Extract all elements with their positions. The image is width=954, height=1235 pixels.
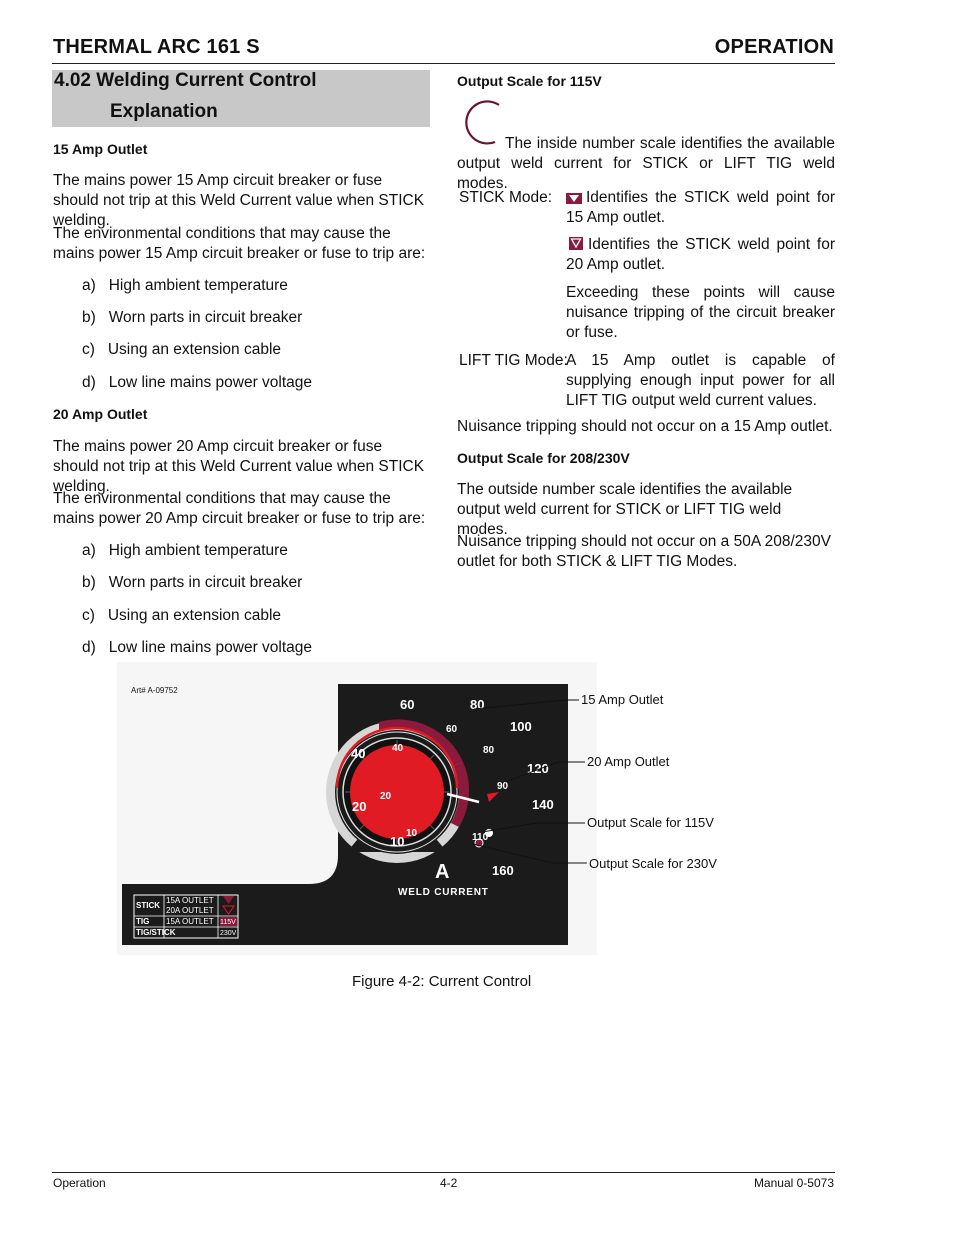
callout-20-amp-outlet: 20 Amp Outlet — [587, 754, 670, 769]
outer-scale-tick: 120 — [527, 761, 549, 776]
filled-triangle-icon — [566, 193, 582, 204]
paragraph-nuisance-115v: Nuisance tripping should not occur on a 15 Amp outlet. — [457, 418, 833, 435]
legend-stick: STICK — [136, 901, 160, 910]
legend-row-15a-tig: 15A OUTLET — [166, 917, 214, 926]
heading-15-amp-outlet: 15 Amp Outlet — [53, 141, 148, 157]
lift-tig-description: A 15 Amp outlet is capable of supplying enough input power for all LIFT TIG output weld current values. — [566, 352, 835, 409]
stick-exceed-note: Exceeding these points will cause nuisance tripping of the circuit breaker or fuse. — [566, 284, 835, 341]
legend-row-15a: 15A OUTLET — [166, 896, 214, 905]
legend-tig-stick: TIG/STICK — [136, 928, 176, 937]
outer-scale-tick: 40 — [351, 746, 366, 761]
paragraph-20-amp-1: The mains power 20 Amp circuit breaker or fuse should not trip at this Weld Current value when STICK welding. — [53, 438, 425, 495]
list-item: d) Low line mains power voltage — [82, 639, 313, 656]
outer-scale-tick: 80 — [470, 697, 485, 712]
current-control-figure — [117, 662, 717, 955]
inner-scale-tick: 10 — [406, 828, 418, 839]
heading-output-scale-115v: Output Scale for 115V — [457, 73, 602, 89]
outline-triangle-icon — [569, 237, 583, 250]
stick-15a-description: Identifies the STICK weld point for 15 Amp outlet. — [566, 189, 835, 226]
inner-scale-tick: 40 — [392, 743, 404, 754]
callout-output-scale-115v: Output Scale for 115V — [587, 815, 714, 830]
legend-115v: 115V — [220, 919, 236, 926]
list-item: a) High ambient temperature — [82, 542, 288, 559]
list-item: b) Worn parts in circuit breaker — [82, 574, 303, 591]
header-rule — [52, 63, 835, 64]
inner-scale-tick: 20 — [380, 791, 392, 802]
list-item: c) Using an extension cable — [82, 607, 282, 624]
paragraph-115v: The inside number scale identifies the available output weld current for STICK or LIFT TIG weld modes. — [457, 135, 835, 192]
inner-scale-tick: 90 — [497, 781, 509, 792]
section-heading — [52, 70, 430, 127]
inner-scale-tick: 80 — [483, 745, 495, 756]
footer-section: Operation — [53, 1176, 106, 1190]
list-item: b) Worn parts in circuit breaker — [82, 309, 303, 326]
list-item: c) Using an extension cable — [82, 341, 282, 358]
section-heading-line1: 4.02 Welding Current Control — [54, 70, 317, 91]
paragraph-230v-2: Nuisance tripping should not occur on a 50A 208/230V outlet for both STICK & LIFT TIG Modes. — [457, 533, 831, 570]
paragraph-15-amp-2: The environmental conditions that may cause the mains power 15 Amp circuit breaker or fuse to trip are: — [53, 225, 426, 262]
legend-230v: 230V — [220, 930, 237, 937]
art-number: Art# A-09752 — [131, 686, 178, 695]
paragraph-230v-1: The outside number scale identifies the available output weld current for STICK or LIFT TIG weld modes. — [457, 481, 793, 538]
manual-number: Manual 0-5073 — [753, 1176, 834, 1190]
weld-current-label: WELD CURRENT — [398, 887, 489, 898]
outer-scale-tick: 10 — [390, 834, 405, 849]
outer-scale-tick: 160 — [492, 863, 514, 878]
unit-label: A — [435, 861, 450, 883]
page-number: 4-2 — [440, 1176, 458, 1190]
stick-20a-description: Identifies the STICK weld point for 20 Amp outlet. — [566, 236, 835, 273]
outer-scale-tick: 140 — [532, 797, 554, 812]
legend-row-20a: 20A OUTLET — [166, 906, 214, 915]
paragraph-20-amp-2: The environmental conditions that may cause the mains power 20 Amp circuit breaker or fuse to trip are: — [53, 490, 426, 527]
paragraph-15-amp-1: The mains power 15 Amp circuit breaker or fuse should not trip at this Weld Current value when STICK welding. — [53, 172, 425, 229]
outer-scale-tick: 20 — [352, 799, 367, 814]
section-heading-line2: Explanation — [110, 101, 218, 122]
outer-scale-tick: 60 — [400, 697, 415, 712]
inner-scale-tick: 60 — [446, 724, 458, 735]
list-item: a) High ambient temperature — [82, 277, 288, 294]
chapter-title: OPERATION — [714, 36, 834, 58]
legend-tig: TIG — [136, 917, 150, 926]
figure-caption: Figure 4-2: Current Control — [352, 973, 532, 990]
document-title: THERMAL ARC 161 S — [53, 36, 260, 58]
inner-scale-tick: 110 — [472, 832, 489, 843]
callout-15-amp-outlet: 15 Amp Outlet — [581, 692, 664, 707]
list-item: d) Low line mains power voltage — [82, 374, 313, 391]
footer-rule — [52, 1172, 835, 1173]
outer-scale-tick: 100 — [510, 719, 532, 734]
stick-mode-label: STICK Mode: — [459, 189, 553, 206]
callout-output-scale-230v: Output Scale for 230V — [589, 856, 717, 871]
lift-tig-mode-label: LIFT TIG Mode: — [459, 352, 568, 369]
heading-output-scale-230v: Output Scale for 208/230V — [457, 450, 630, 466]
heading-20-amp-outlet: 20 Amp Outlet — [53, 406, 148, 422]
